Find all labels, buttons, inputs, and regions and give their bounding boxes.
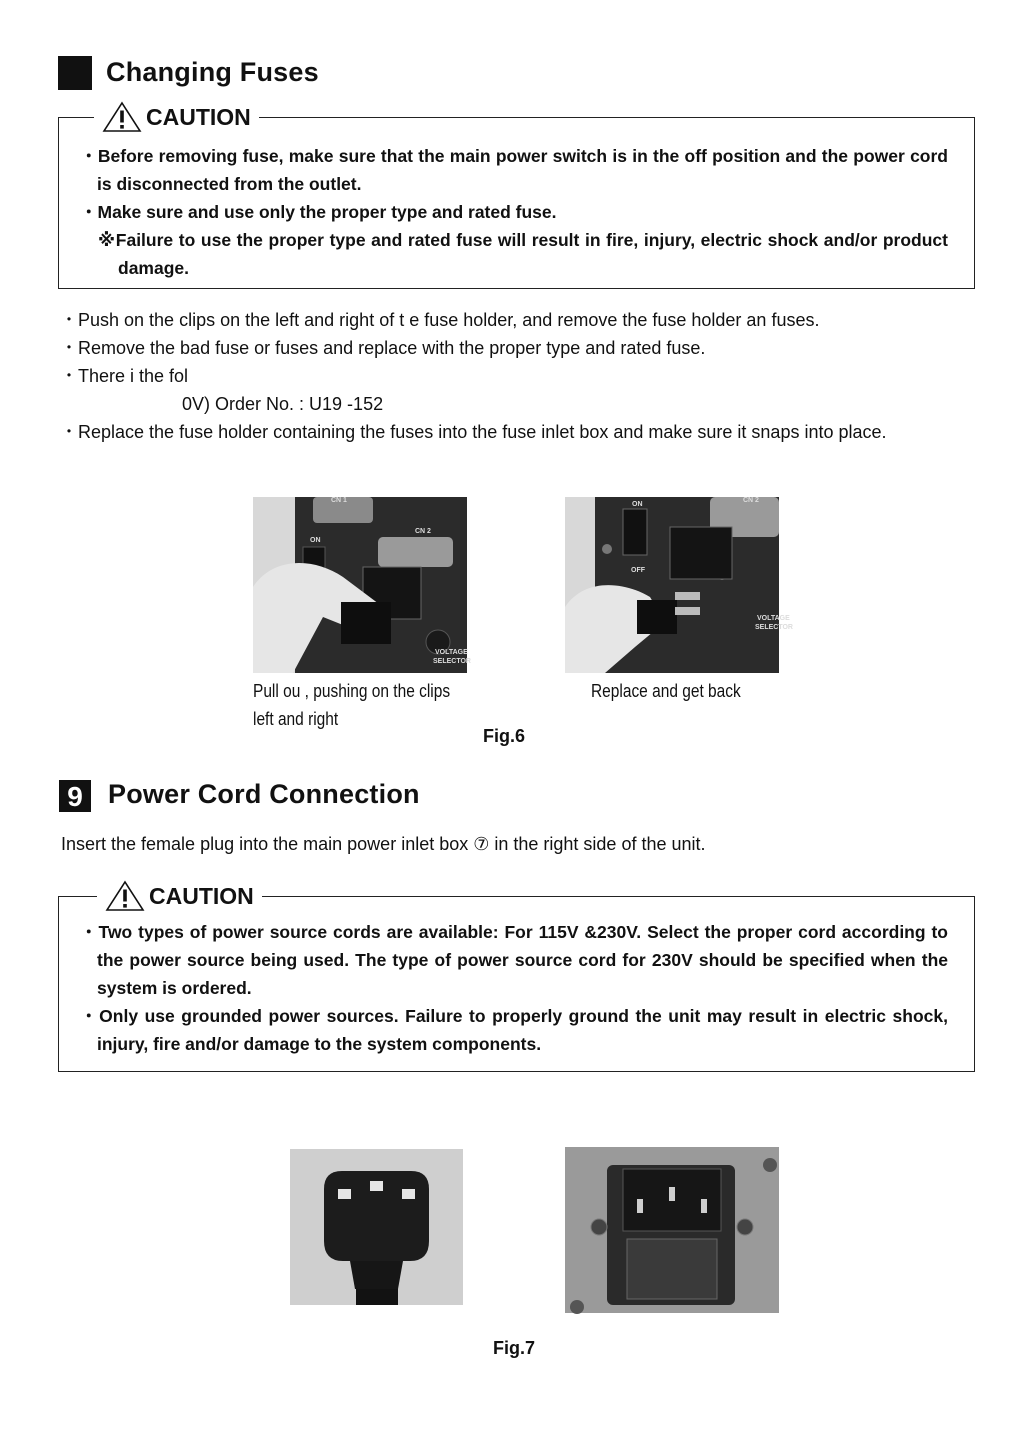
photo-female-plug [290, 1149, 463, 1305]
photo-replace-fuse-holder [565, 497, 793, 673]
caution-item-power-off: ・Before removing fuse, make sure that the main power switch is in the off position and the power cord is disconnected from the outlet. [80, 146, 948, 194]
caution-list-power [80, 918, 948, 1058]
caution-label: CAUTION [146, 103, 251, 130]
photo-label-cn1: CN 1 [331, 497, 347, 504]
caution-item-proper-fuse: ・Make sure and use only the proper type and rated fuse. [80, 202, 557, 222]
step-replace-holder: ・Replace the fuse holder containing the fuses into the fuse inlet box and make sure it snaps into place. [60, 422, 887, 442]
photo-pull-out-fuse-holder [253, 497, 471, 673]
fig-6-label: Fig.6 [483, 726, 526, 746]
section-number-badge: 9 [59, 780, 91, 812]
photo-label-voltage-2: VOLTAGE [757, 615, 790, 622]
warning-triangle-icon [102, 101, 142, 133]
photo-label-cn2-2: CN 2 [743, 497, 759, 504]
section-title-changing-fuses: Changing Fuses [106, 57, 319, 87]
section-title-power-cord: Power Cord Connection [108, 779, 420, 809]
step-push-clips: ・Push on the clips on the left and right of t e fuse holder, and remove the fuse holder an fuses. [60, 310, 820, 330]
fig-7-label: Fig.7 [493, 1338, 536, 1358]
step-replace-fuse: ・Remove the bad fuse or fuses and replace with the proper type and rated fuse. [60, 338, 706, 358]
photo-power-inlet-box [565, 1147, 779, 1313]
caution-label: CAUTION [149, 882, 254, 909]
caution-item-cord-types: ・Two types of power source cords are available: For 115V &230V. Select the proper cord according to the power source being used. The type of power source cord for 230V should be specified when the system is ordered. [80, 922, 948, 998]
order-number-line: 0V) Order No. : U19 -152 [182, 394, 384, 414]
caption-pull-out: Pull ou , pushing on the clips [253, 681, 451, 701]
photo-label-selector: SELECTOR [433, 658, 471, 665]
photo-label-selector-2: SELECTOR [755, 624, 793, 631]
section-marker-square [58, 56, 92, 90]
photo-label-on: ON [310, 537, 321, 544]
caption-left-right: left and right [253, 709, 339, 729]
photo-label-off: OFF [631, 567, 645, 574]
caution-note-failure: ※Failure to use the proper type and rated fuse will result in fire, injury, electric shock and/or product damage. [98, 230, 948, 278]
caution-header-fuses [94, 101, 259, 133]
photo-label-cn2: CN 2 [415, 528, 431, 535]
warning-triangle-icon [105, 880, 145, 912]
caution-header-power [97, 880, 262, 912]
caption-replace: Replace and get back [591, 681, 741, 701]
power-cord-intro: Insert the female plug into the main power inlet box ⑦ in the right side of the unit. [61, 834, 706, 854]
photo-label-on-2: ON [632, 501, 643, 508]
step-there-is: ・There i the fol [60, 366, 189, 386]
photo-label-voltage: VOLTAGE [435, 649, 468, 656]
fuse-procedure-steps [60, 306, 887, 446]
caution-item-grounded: ・Only use grounded power sources. Failure to properly ground the unit may result in electric shock, injury, fire and/or damage to the system components. [80, 1006, 948, 1054]
caution-list-fuses [80, 142, 948, 282]
